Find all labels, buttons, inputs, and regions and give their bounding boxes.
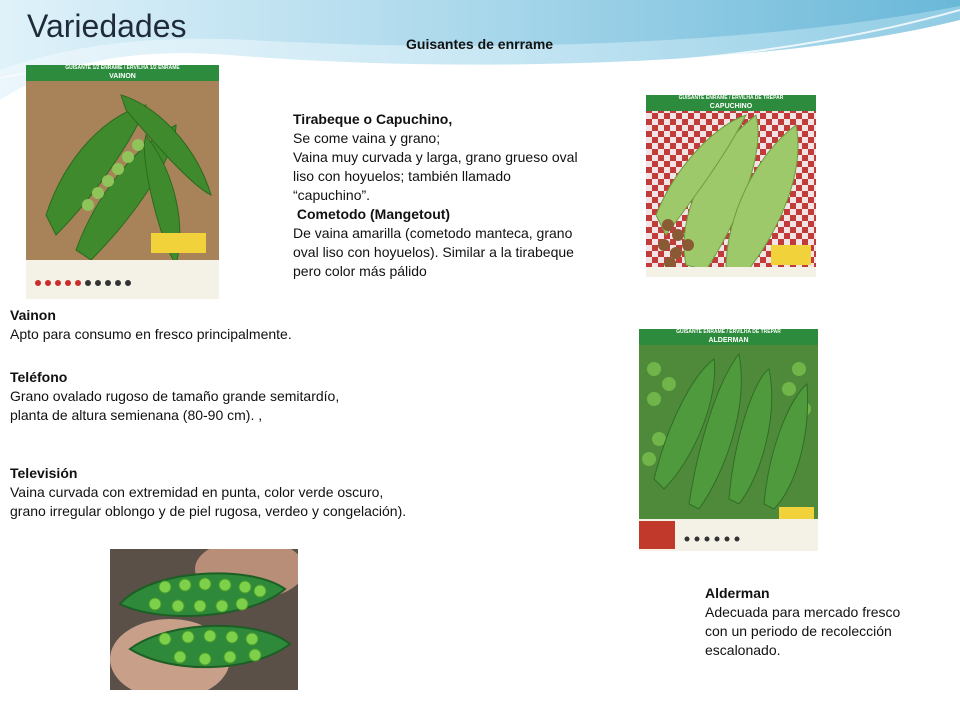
telefono-line1: Grano ovalado rugoso de tamaño grande semitardío, xyxy=(10,388,340,404)
alderman-line2: con un periodo de recolección xyxy=(705,623,892,639)
telefono-line2: planta de altura semienana (80-90 cm). , xyxy=(10,407,263,423)
telefono-description xyxy=(10,368,430,425)
alderman-packet-banner: GUISANTE ENRAME / ERVILHA DE TREPAR xyxy=(676,329,781,335)
television-name: Televisión xyxy=(10,465,78,481)
tirabeque-line4: “capuchino”. xyxy=(293,187,371,203)
television-line2: grano irregular oblongo y de piel rugosa, verdeo y congelación). xyxy=(10,503,407,519)
cometodo-name: Cometodo (Mangetout) xyxy=(293,206,451,222)
cometodo-line3: pero color más pálido xyxy=(293,263,427,279)
alderman-packet-name: ALDERMAN xyxy=(708,337,749,344)
tirabeque-line3: liso con hoyuelos; también llamado xyxy=(293,168,511,184)
capuchino-seed-packet-image xyxy=(646,95,816,277)
page-title: Variedades xyxy=(27,8,187,44)
open-pea-pods-photo xyxy=(110,549,298,690)
vainon-seed-packet-image xyxy=(26,65,219,299)
tirabeque-line2: Vaina muy curvada y larga, grano grueso oval xyxy=(293,149,578,165)
alderman-line1: Adecuada para mercado fresco xyxy=(705,604,901,620)
capuchino-packet-name: CAPUCHINO xyxy=(709,103,753,110)
vainon-line1: Apto para consumo en fresco principalmente. xyxy=(10,326,292,342)
cometodo-line1: De vaina amarilla (cometodo manteca, grano xyxy=(293,225,573,241)
tirabeque-description xyxy=(293,110,628,281)
tirabeque-line1: Se come vaina y grano; xyxy=(293,130,441,146)
alderman-name: Alderman xyxy=(705,585,770,601)
cometodo-line2: oval liso con hoyuelos). Similar a la tirabeque xyxy=(293,244,574,260)
vainon-packet-name: VAINON xyxy=(109,73,136,80)
telefono-name: Teléfono xyxy=(10,369,68,385)
alderman-description xyxy=(705,584,945,660)
alderman-line3: escalonado. xyxy=(705,642,781,658)
tirabeque-name: Tirabeque o Capuchino, xyxy=(293,111,453,127)
capuchino-packet-banner: GUISANTE ENRAME / ERVILHA DE TREPAR xyxy=(678,95,784,101)
alderman-seed-packet-image xyxy=(639,329,818,551)
vainon-name: Vainon xyxy=(10,307,56,323)
television-line1: Vaina curvada con extremidad en punta, color verde oscuro, xyxy=(10,484,384,500)
television-description xyxy=(10,464,490,521)
vainon-description xyxy=(10,306,430,344)
page-subtitle: Guisantes de enrrame xyxy=(406,36,554,52)
vainon-packet-banner: GUISANTE 1/2 ENRAME / ERVILHA 1/2 ENRAME xyxy=(65,65,180,71)
